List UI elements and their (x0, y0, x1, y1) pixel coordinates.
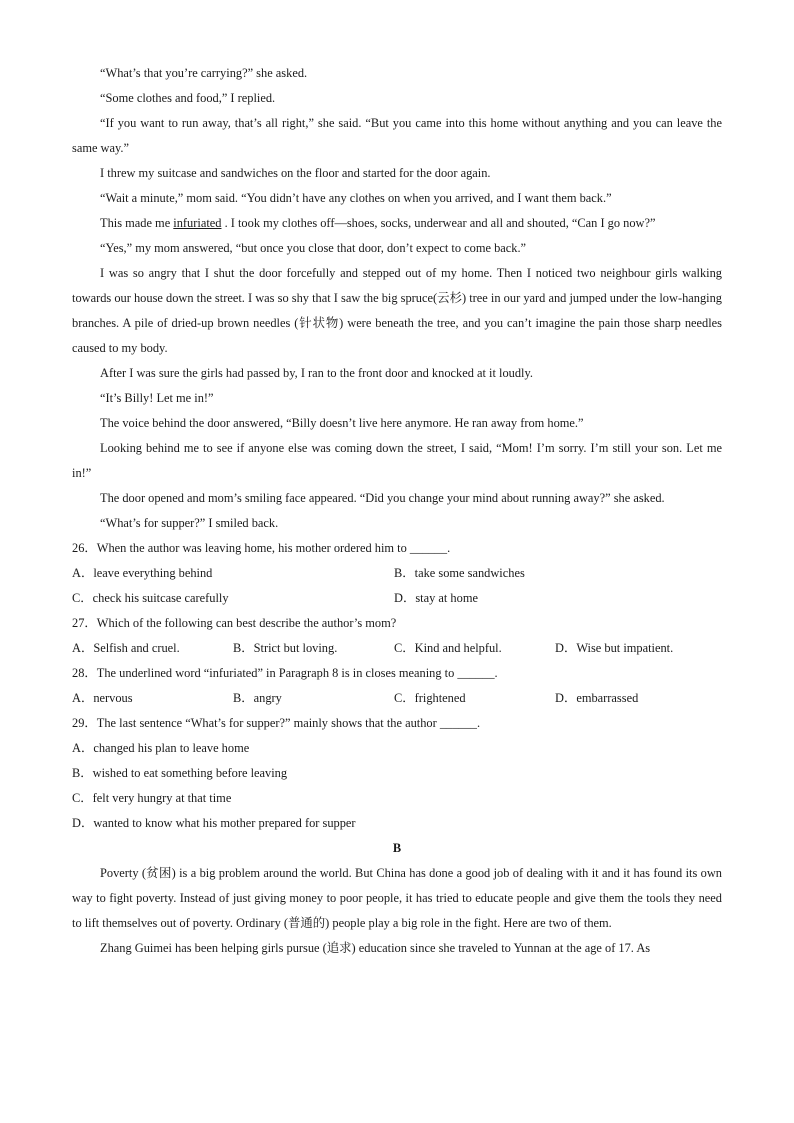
option-d: D．embarrassed (555, 691, 639, 705)
story-line: “Some clothes and food,” I replied. (100, 91, 276, 105)
option-d: D．wanted to know what his mother prepared for supper (72, 816, 356, 830)
option-c: C．frightened (394, 691, 466, 705)
story-line: Looking behind me to see if anyone else was coming down the street, I said, “Mom! I’m sorry. I’m still your son. Let me in!” (72, 441, 722, 480)
question-27-stem: 27．Which of the following can best describe the author’s mom? (72, 616, 397, 630)
section-b-paragraph: Zhang Guimei has been helping girls pursue (追求) education since she traveled to Yunnan at the age of 17. As (100, 941, 651, 955)
story-paragraph: I was so angry that I shut the door forcefully and stepped out of my home. Then I noticed two neighbour girls walking towards our house down the street. I was so shy that I saw the big spruce(云杉) tree in our yard and jumped under the low-hanging branches. A pile of dried-up brown needles (针状物) were beneath the tree, and you can’t imagine the pain those sharp needles caused to my body. (72, 266, 722, 355)
exam-page (72, 61, 722, 961)
section-b-heading: B (392, 841, 402, 855)
story-line: “It’s Billy! Let me in!” (100, 391, 214, 405)
option-c: C．felt very hungry at that time (72, 791, 232, 805)
option-c: C．check his suitcase carefully (72, 591, 229, 605)
story-line: “What’s for supper?” I smiled back. (100, 516, 279, 530)
story-line: The door opened and mom’s smiling face appeared. “Did you change your mind about running away?” she asked. (100, 491, 665, 505)
question-26-options-row-1 (72, 561, 722, 586)
story-line: “Yes,” my mom answered, “but once you close that door, don’t expect to come back.” (100, 241, 527, 255)
option-a: A．Selfish and cruel. (72, 641, 180, 655)
option-c: C．Kind and helpful. (394, 641, 502, 655)
option-a: A．leave everything behind (72, 566, 213, 580)
section-b-paragraph: Poverty (贫困) is a big problem around the world. But China has done a good job of dealing with it and it has found its own way to fight poverty. Instead of just giving money to poor people, it has tried to educate people and give them the tools they need to lift themselves out of poverty. Ordinary (普通的) people play a big role in the fight. Here are two of them. (72, 866, 722, 930)
question-28-stem: 28．The underlined word “infuriated” in Paragraph 8 is in closes meaning to ______. (72, 666, 498, 680)
underlined-word: infuriated (173, 216, 222, 230)
question-29-stem: 29．The last sentence “What’s for supper?” mainly shows that the author ______. (72, 716, 481, 730)
story-line: I threw my suitcase and sandwiches on the floor and started for the door again. (100, 166, 491, 180)
option-b: B．angry (233, 691, 282, 705)
option-b: B．Strict but loving. (233, 641, 338, 655)
story-line: The voice behind the door answered, “Billy doesn’t live here anymore. He ran away from home.” (100, 416, 584, 430)
story-line: “If you want to run away, that’s all right,” she said. “But you came into this home without anything and you can leave the same way.” (72, 116, 722, 155)
story-line-infuriated (72, 211, 722, 236)
question-28-options (72, 686, 722, 711)
option-a: A．changed his plan to leave home (72, 741, 250, 755)
story-line: “What’s that you’re carrying?” she asked. (100, 66, 308, 80)
question-27-options (72, 636, 722, 661)
question-26-options-row-2 (72, 586, 722, 611)
option-b: B．wished to eat something before leaving (72, 766, 288, 780)
text-after: . I took my clothes off—shoes, socks, underwear and all and shouted, “Can I go now?” (221, 216, 656, 230)
option-b: B．take some sandwiches (394, 566, 525, 580)
story-line: “Wait a minute,” mom said. “You didn’t have any clothes on when you arrived, and I want them back.” (100, 191, 612, 205)
option-a: A．nervous (72, 691, 133, 705)
option-d: D．stay at home (394, 591, 478, 605)
option-d: D．Wise but impatient. (555, 641, 674, 655)
story-line: After I was sure the girls had passed by, I ran to the front door and knocked at it loudly. (100, 366, 533, 380)
text-before: This made me (100, 216, 174, 230)
question-26-stem: 26．When the author was leaving home, his mother ordered him to ______. (72, 541, 451, 555)
